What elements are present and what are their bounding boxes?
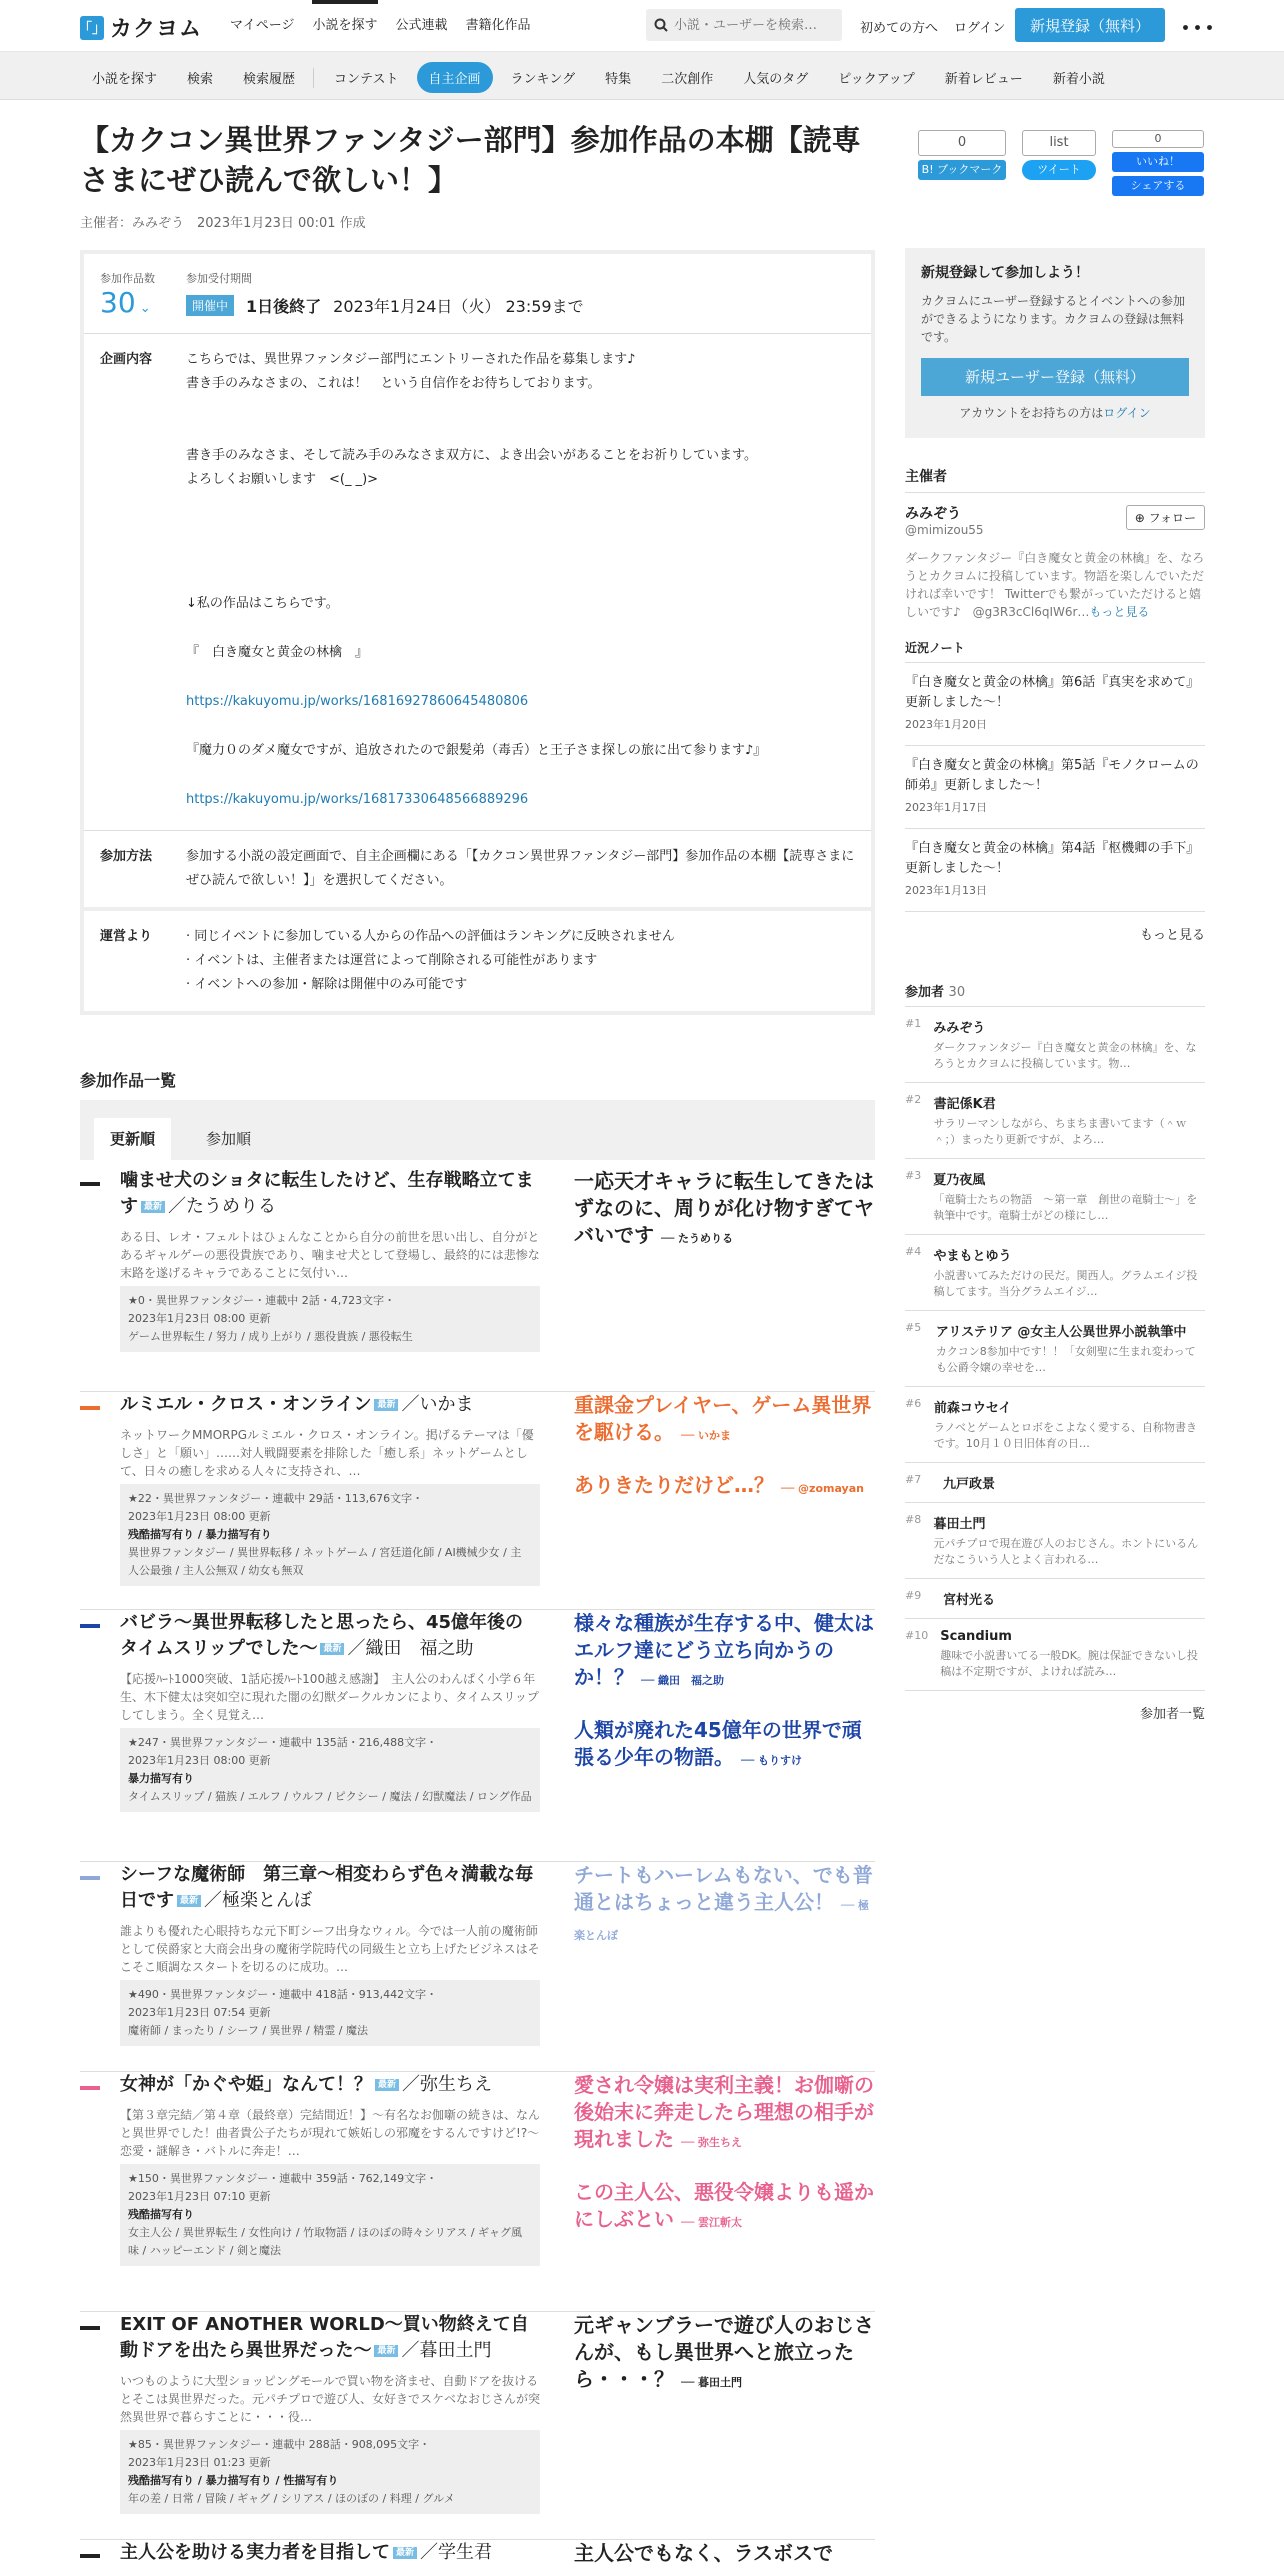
work-title-text[interactable]: EXIT OF ANOTHER WORLD～買い物終えて自動ドアを出たら異世界だった～ [120, 2314, 529, 2361]
work-updated: 2023年1月23日 07:54 更新 [128, 2006, 271, 2019]
work-catchphrase [574, 2312, 874, 2396]
participant-info [933, 1017, 1205, 1072]
catch-author: ── 織田 福之助 [640, 1674, 725, 1687]
catch-text: 人類が廃れた45億年の世界で頑張る少年の物語。 [574, 1718, 862, 1769]
search-box[interactable] [646, 9, 842, 41]
catch-text: 様々な種族が生存する中、健太はエルフ達にどう立ち向かうのか！？ [574, 1611, 874, 1689]
work-item [80, 1168, 875, 1392]
work-updated: 2023年1月23日 07:10 更新 [128, 2190, 271, 2203]
work-author[interactable]: ／織田 福之助 [347, 1638, 474, 1659]
tab-updated[interactable]: 更新順 [94, 1118, 171, 1160]
cta-login-link[interactable]: ログイン [1103, 406, 1151, 420]
work-title[interactable] [120, 1392, 540, 1418]
participant-bio: ラノベとゲームとロボをこよなく愛する、自称物書きです。10月１０日旧体育の日… [933, 1421, 1198, 1450]
subnav-contest[interactable]: コンテスト [334, 72, 399, 87]
new-badge: 最新 [393, 2547, 417, 2559]
fb-share-button[interactable]: シェアする [1112, 176, 1204, 196]
catch-text: 主人公でもなく、ラスボスで [574, 2541, 833, 2565]
participant-bio: 趣味で小説書いてる一般DK。腕は保証できないし投稿は不定期ですが、よければ読み… [940, 1649, 1198, 1678]
nav-official[interactable]: 公式連載 [395, 18, 448, 33]
status-badge: 開催中 [186, 295, 234, 316]
work-catchphrase [574, 1472, 874, 1502]
catch-text: この主人公、悪役令嬢よりも遥かにしぶとい [574, 2180, 874, 2231]
participant-bio: 「竜騎士たちの物語 〜第一章 創世の竜騎士〜」を執筆中です。竜騎士がどの様にし… [933, 1193, 1198, 1222]
participant-rank: #9 [905, 1589, 922, 1602]
new-badge: 最新 [141, 1201, 165, 1213]
top-bar [0, 0, 1284, 52]
work-updated: 2023年1月23日 01:23 更新 [128, 2456, 271, 2469]
work-info [120, 1980, 540, 2046]
participant-bio: 元パチプロで現在遊び人のおじさん。ホントにいるんだなこういう人とよく言われる… [933, 1537, 1199, 1566]
participant-rank: #4 [905, 1245, 922, 1258]
work-link-2[interactable]: https://kakuyomu.jp/works/16817330648566889296 [186, 792, 529, 807]
work-catchphrase [574, 1168, 874, 1252]
participant-info [933, 1513, 1205, 1568]
participant-row[interactable] [905, 1311, 1205, 1387]
page-title: 【カクコン異世界ファンタジー部門】参加作品の本棚【読専さまにぜひ読んで欲しい！】 [80, 123, 861, 197]
participant-row[interactable] [905, 1463, 1205, 1503]
work-item [80, 2312, 875, 2540]
work-title[interactable] [120, 2072, 540, 2098]
participant-info [943, 1589, 995, 1608]
work-title[interactable] [120, 1168, 540, 1220]
work-description: いつものように大型ショッピングモールで買い物を済ませ、自動ドアを抜けるとそこは異世界だった。元パチプロで遊び人、女好きでスケベなおじさんが突然異世界で暮らすことに・・・役… [120, 2374, 541, 2424]
participant-name[interactable]: Scandium [940, 1629, 1012, 1644]
list-count: list [1022, 130, 1096, 156]
work-color-bar [80, 1876, 100, 1880]
work-color-bar [80, 2554, 100, 2558]
note-item[interactable]: 『白き魔女と黄金の林檎』第5話『モノクロームの師弟』更新しました～！ 2023年1月17日 [905, 746, 1205, 829]
subnav-find[interactable]: 小説を探す [92, 72, 158, 87]
participant-name[interactable]: やまもとゆう [933, 1249, 1012, 1264]
participant-info [940, 1629, 1205, 1680]
catch-author: ── @zomayan [780, 1482, 864, 1495]
top-nav [230, 0, 531, 52]
work-title-text[interactable]: 主人公を助ける実力者を目指して [120, 2542, 390, 2563]
catch-text: チートもハーレムもない、でも普通とはちょっと違う主人公！ [574, 1863, 873, 1914]
admin-label: 運営より [100, 929, 153, 944]
participants-heading: 参加者 30 [905, 981, 1205, 1007]
register-button[interactable]: 新規登録（無料） [1015, 8, 1165, 42]
note-item[interactable]: 『白き魔女と黄金の林檎』第6話『真実を求めて』更新しました～！ 2023年1月20日 [905, 663, 1205, 746]
subnav-ranking[interactable]: ランキング [510, 72, 576, 87]
work-title-text[interactable]: 女神が「かぐや姫」なんて！？ [120, 2074, 372, 2095]
subnav-new[interactable]: 新着小説 [1052, 72, 1105, 87]
catch-author: ── いかま [680, 1429, 732, 1442]
catch-author: ── たうめりる [660, 1232, 734, 1245]
work-stats: ★490・異世界ファンタジー・連載中 418話・913,442文字・ [128, 1988, 438, 2001]
organizer-bio: ダークファンタジー『白き魔女と黄金の林檎』を、なろうとカクヨムに投稿しています。物語を楽しんでいただければ幸いです！ Twitterでも繋がっていただけると嬉しいです♪ @g3R3cCl6qIW6r… [905, 551, 1205, 619]
subnav-fanfic[interactable]: 二次創作 [661, 72, 714, 87]
work-item [80, 2540, 875, 2568]
work-warnings: 残酷描写有り / 暴力描写有り / 性描写有り [128, 2474, 339, 2487]
participant-info [943, 1473, 995, 1492]
work-info [120, 1286, 540, 1352]
login-link[interactable]: ログイン [954, 20, 1006, 36]
work-color-bar [80, 1406, 100, 1410]
work-author[interactable]: ／学生君 [420, 2542, 493, 2563]
work-tags[interactable]: 異世界ファンタジー / 異世界転移 / ネットゲーム / 宮廷道化師 / AI機械少女 / 主人公最強 / 主人公無双 / 幼女も無双 [128, 1546, 522, 1577]
work-stats: ★22・異世界ファンタジー・連載中 29話・113,676文字・ [128, 1492, 424, 1505]
work-tags[interactable]: ゲーム世界転生 / 努力 / 成り上がり / 悪役貴族 / 悪役転生 [128, 1330, 413, 1343]
catch-author: ── 極楽とんぼ [574, 1899, 870, 1942]
participant-row[interactable] [905, 1007, 1205, 1083]
catch-author: ── 弥生ちえ [680, 2136, 743, 2149]
participant-row[interactable] [905, 1503, 1205, 1579]
new-badge: 最新 [320, 1643, 344, 1655]
participant-rank: #3 [905, 1169, 922, 1182]
catch-author: ── 暮田土門 [680, 2376, 743, 2389]
participant-rank: #1 [905, 1017, 922, 1030]
work-link-1[interactable]: https://kakuyomu.jp/works/16816927860645480806 [186, 694, 529, 709]
work-catchphrase [574, 2072, 874, 2156]
hatena-button[interactable]: B! ブックマーク [918, 160, 1006, 180]
participant-bio: 小説書いてみただけの民だ。関西人。グラムエイジ投稿してます。当分グラムエイジ… [933, 1269, 1198, 1298]
logo-icon: 「」 [80, 16, 104, 40]
event-description: こちらでは、異世界ファンタジー部門にエントリーされた作品を募集します♪ 書き手のみなさまの、これは！ という自信作をお待ちしております。 書き手のみなさま、そして読み手のみなさま双方に、よき出会いがあることをお祈りしています。 よろしくお願いします <(_ _)> ↓私の作品はこちらです。 『 白き魔女と黄金の林檎 』 https://kakuyomu.jp/works/16816927860645480806 『魔力０のダメ魔女ですが、追放されたので銀髪弟（毒舌）と王子さま探しの旅に出て参ります♪』 https://kakuyomu.jp/works/16817330648566889296 [186, 352, 767, 807]
participant-bio: カクコン8参加中です！！「女剣聖に生まれ変わっても公爵令嬢の幸せを… [935, 1345, 1196, 1374]
method-text: 参加する小説の設定画面で、自主企画欄にある「【カクコン異世界ファンタジー部門】参加作品の本棚【読専さまにぜひ読んで欲しい！】」を選択してください。 [186, 849, 855, 888]
catch-text: 元ギャンブラーで遊び人のおじさんが、もし異世界へと旅立ったら・・・？ [574, 2313, 874, 2391]
participant-rank: #6 [905, 1397, 922, 1410]
work-warnings: 残酷描写有り / 暴力描写有り [128, 1528, 272, 1541]
nav-mypage[interactable]: マイページ [230, 18, 295, 33]
work-description: 誰よりも優れた心眼持ちな元下町シーフ出身なウィル。今では一人前の魔術師として侯爵家と大商会出身の魔術学院時代の同級生と立ち上げたビジネスはそこそこ順調なスタートを切るのに成功。… [120, 1924, 540, 1974]
work-title[interactable] [120, 2540, 540, 2566]
participant-row[interactable] [905, 1235, 1205, 1311]
catch-author: ── もりすけ [740, 1754, 803, 1767]
sidebar [905, 248, 1205, 1722]
subnav-features[interactable]: 特集 [605, 72, 632, 87]
organizer-meta: 主催者：みみぞう 2023年1月23日 00:01 作成 [80, 216, 366, 231]
work-title[interactable] [120, 1610, 540, 1662]
notes-heading: 近況ノート [905, 639, 1205, 663]
nav-find-novels[interactable]: 小説を探す [312, 0, 377, 52]
participant-info [933, 1169, 1205, 1224]
person-plus-icon: ⊕ [1134, 511, 1145, 525]
work-warnings: 暴力描写有り [128, 1772, 194, 1785]
hatena-count: 0 [918, 130, 1006, 156]
work-title[interactable] [120, 2312, 540, 2364]
work-info [120, 2164, 540, 2266]
work-author[interactable]: ／極楽とんぼ [204, 1890, 313, 1911]
subnav-events[interactable]: 自主企画 [417, 62, 493, 93]
signup-button[interactable]: 新規ユーザー登録（無料） [921, 358, 1189, 396]
search-input[interactable] [674, 18, 834, 33]
participant-row[interactable] [905, 1579, 1205, 1619]
remaining-time: 1日後終了 [246, 297, 322, 316]
content-label: 企画内容 [100, 352, 153, 367]
bio-more-link[interactable]: もっと見る [1089, 605, 1150, 619]
work-tags[interactable]: 年の差 / 日常 / 冒険 / ギャグ / シリアス / ほのぼの / 料理 / グルメ [128, 2492, 455, 2505]
participant-bio: ダークファンタジー『白き魔女と黄金の林檎』を、なろうとカクヨムに投稿しています。物… [933, 1041, 1197, 1070]
work-item [80, 1610, 875, 1862]
work-info [120, 1484, 540, 1586]
catch-text: 一応天才キャラに転生してきたはずなのに、周りが化け物すぎてヤバいです [574, 1169, 874, 1247]
search-icon [654, 18, 668, 32]
participant-name[interactable]: みみぞう [933, 1021, 986, 1036]
beginners-link[interactable]: 初めての方へ [860, 20, 939, 36]
work-updated: 2023年1月23日 08:00 更新 [128, 1510, 271, 1523]
work-color-bar [80, 2086, 100, 2090]
work-tags[interactable]: 女主人公 / 異世界転生 / 女性向け / 竹取物語 / ほのぼの時々シリアス / ギャグ風味 / ハッピーエンド / 剣と魔法 [128, 2226, 523, 2257]
participant-row[interactable] [905, 1159, 1205, 1235]
participant-bio: サラリーマンしながら、ちまちま書いてます（＾ｗ＾；）まったり更新ですが、よろ… [933, 1117, 1187, 1146]
work-color-bar [80, 1182, 100, 1186]
follow-button[interactable]: ⊕ フォロー [1126, 505, 1205, 530]
work-catchphrase [574, 2540, 874, 2567]
notes-more-link[interactable]: もっと見る [1139, 928, 1205, 943]
new-badge: 最新 [177, 1895, 201, 1907]
work-tags[interactable]: タイムスリップ / 猫族 / エルフ / ウルフ / ピクシー / 魔法 / 幻獣魔法 / ロング作品 [128, 1790, 532, 1803]
work-stats: ★247・異世界ファンタジー・連載中 135話・216,488文字・ [128, 1736, 438, 1749]
kakuyomu-logo[interactable] [80, 12, 202, 43]
participant-rank: #2 [905, 1093, 922, 1106]
work-info [120, 1728, 540, 1812]
catch-text: 愛され令嬢は実利主義！お伽噺の後始末に奔走したら理想の相手が現れました [574, 2073, 874, 2151]
participant-name[interactable]: 宮村光る [943, 1593, 996, 1608]
organizer-name[interactable]: みみぞう [905, 506, 961, 522]
tweet-button[interactable]: ツイート [1022, 160, 1096, 180]
signup-cta: 新規登録して参加しよう！ カクヨムにユーザー登録するとイベントへの参加ができるようになります。カクヨムの登録は無料です。 新規ユーザー登録（無料） アカウントをお持ちの方はログイン [905, 248, 1205, 438]
work-author[interactable]: ／弥生ちえ [402, 2074, 493, 2095]
participant-name[interactable]: 前森コウセイ [933, 1401, 1012, 1416]
work-author[interactable]: ／たうめりる [168, 1196, 277, 1217]
count-label: 参加作品数 [100, 272, 155, 285]
work-catchphrase [574, 1862, 874, 1949]
admin-notes: · 同じイベントに参加している人からの作品への評価はランキングに反映されません · イベントは、主催者または運営によって削除される可能性があります · イベントへの参加・解除は開催中のみ可能です [186, 929, 675, 992]
participant-name[interactable]: アリステリア @女主人公異世界小説執筆中 [935, 1325, 1187, 1340]
work-description: ネットワークMMORPGルミエル・クロス・オンライン。掲げるテーマは「優しさ」と「願い」……対人戦闘要素を排除した「癒し系」ネットゲームとして、日々の癒しを求める人々に支持され、… [120, 1428, 534, 1478]
participant-name[interactable]: 書記係K君 [933, 1097, 996, 1112]
subnav-reviews[interactable]: 新着レビュー [944, 72, 1023, 87]
participant-row[interactable] [905, 1387, 1205, 1463]
work-title-text[interactable]: 噛ませ犬のショタに転生したけど、生存戦略立てます [120, 1170, 534, 1217]
divider [313, 68, 314, 88]
more-menu-icon[interactable]: ･･･ [1180, 17, 1217, 42]
works-heading: 参加作品一覧 [80, 1071, 177, 1090]
entry-count[interactable]: 30 [100, 286, 136, 319]
catch-author: ── 雲江斬太 [680, 2216, 743, 2229]
participant-rank: #10 [905, 1629, 929, 1642]
period-label: 参加受付期間 [186, 272, 252, 285]
work-tags[interactable]: 魔術師 / まったり / シーフ / 異世界 / 精霊 / 魔法 [128, 2024, 368, 2037]
work-catchphrase [574, 1717, 874, 1774]
participant-row[interactable] [905, 1083, 1205, 1159]
participant-rank: #7 [905, 1473, 922, 1486]
work-title-text[interactable]: シーフな魔術師 第三章〜相変わらず色々満載な毎日です [120, 1864, 534, 1911]
work-description: 【応援ﾊｰﾄ1000突破、1話応援ﾊｰﾄ100越え感謝】 主人公のわんぱく小学６年生、木下健太は突如空に現れた闇の幻獣ダークルカンにより、タイムスリップしてしまう。全く見覚え… [120, 1672, 539, 1722]
catch-text: 重課金プレイヤー、ゲーム異世界を駆ける。 [574, 1393, 872, 1444]
method-label: 参加方法 [100, 849, 153, 864]
organizer-heading: 主催者 [905, 466, 1205, 493]
subnav-tags[interactable]: 人気のタグ [743, 72, 809, 87]
work-title-text[interactable]: ルミエル・クロス・オンライン [120, 1394, 372, 1415]
works-tabs [80, 1100, 875, 1160]
participant-name[interactable]: 夏乃夜風 [933, 1173, 986, 1188]
work-author[interactable]: ／いかま [401, 1394, 474, 1415]
participants-list [905, 1007, 1205, 1691]
work-title-text[interactable]: バビラ〜異世界転移したと思ったら、45億年後のタイムスリップでした〜 [120, 1612, 524, 1659]
sub-nav [0, 52, 1284, 100]
subnav-pickup[interactable]: ピックアップ [838, 72, 915, 87]
share-buttons [918, 130, 1204, 196]
work-updated: 2023年1月23日 08:00 更新 [128, 1754, 271, 1767]
nav-books[interactable]: 書籍化作品 [465, 18, 531, 33]
fb-like-button[interactable]: いいね！ [1112, 152, 1204, 172]
work-catchphrase [574, 1610, 874, 1694]
work-warnings: 残酷描写有り [128, 2208, 194, 2221]
work-color-bar [80, 2326, 100, 2330]
work-item [80, 1862, 875, 2072]
new-badge: 最新 [375, 2079, 399, 2091]
participant-row[interactable] [905, 1619, 1205, 1691]
work-catchphrase [574, 2179, 874, 2236]
work-author[interactable]: ／暮田土門 [401, 2340, 492, 2361]
chevron-down-icon[interactable]: ⌄ [135, 301, 151, 316]
work-color-bar [80, 1624, 100, 1628]
work-info [120, 2430, 540, 2514]
note-item[interactable]: 『白き魔女と黄金の林檎』第4話『枢機卿の手下』更新しました～！ 2023年1月13日 [905, 829, 1205, 912]
subnav-search[interactable]: 検索 [187, 72, 214, 87]
fb-count: 0 [1112, 130, 1204, 148]
organizer-id: @mimizou55 [905, 523, 984, 537]
brand-name: カクヨム [110, 17, 203, 42]
participant-info [934, 1245, 1206, 1300]
work-catchphrase [574, 1392, 874, 1449]
work-stats: ★0・異世界ファンタジー・連載中 2話・4,723文字・ [128, 1294, 396, 1307]
work-stats: ★85・異世界ファンタジー・連載中 288話・908,095文字・ [128, 2438, 431, 2451]
work-description: 【第３章完結／第４章（最終章）完結間近！】～有名なお伽噺の続きは、なんと異世界でした！曲者貴公子たちが現れて嫉妬しの邪魔をするんですけど!?～ 恋愛・謎解き・バトルに奔走！… [120, 2108, 552, 2158]
participant-info [936, 1321, 1205, 1376]
participant-rank: #5 [905, 1321, 922, 1334]
participant-name[interactable]: 九戸政景 [943, 1477, 996, 1492]
work-item [80, 2072, 875, 2312]
catch-text: ありきたりだけど…？ [574, 1473, 781, 1497]
participant-info [934, 1093, 1205, 1148]
participant-name[interactable]: 暮田土門 [933, 1517, 986, 1532]
participants-more-link[interactable]: 参加者一覧 [1139, 1707, 1205, 1722]
work-item [80, 1392, 875, 1610]
subnav-history[interactable]: 検索履歴 [243, 72, 296, 87]
work-description: ある日、レオ・フェルトはひょんなことから自分の前世を思い出し、自分がとあるギャルゲーの悪役貴族であり、噛ませ犬として登場し、最終的には悲惨な末路を遂げるキャラであることに気付い… [120, 1230, 540, 1280]
event-info [80, 250, 875, 1015]
work-stats: ★150・異世界ファンタジー・連載中 359話・762,149文字・ [128, 2172, 438, 2185]
tab-joined[interactable]: 参加順 [206, 1130, 252, 1148]
work-title[interactable] [120, 1862, 540, 1914]
deadline: 2023年1月24日（火） 23:59まで [333, 297, 584, 316]
new-badge: 最新 [374, 2345, 398, 2357]
participant-info [934, 1397, 1205, 1452]
work-updated: 2023年1月23日 08:00 更新 [128, 1312, 271, 1325]
participant-rank: #8 [905, 1513, 922, 1526]
new-badge: 最新 [374, 1399, 398, 1411]
